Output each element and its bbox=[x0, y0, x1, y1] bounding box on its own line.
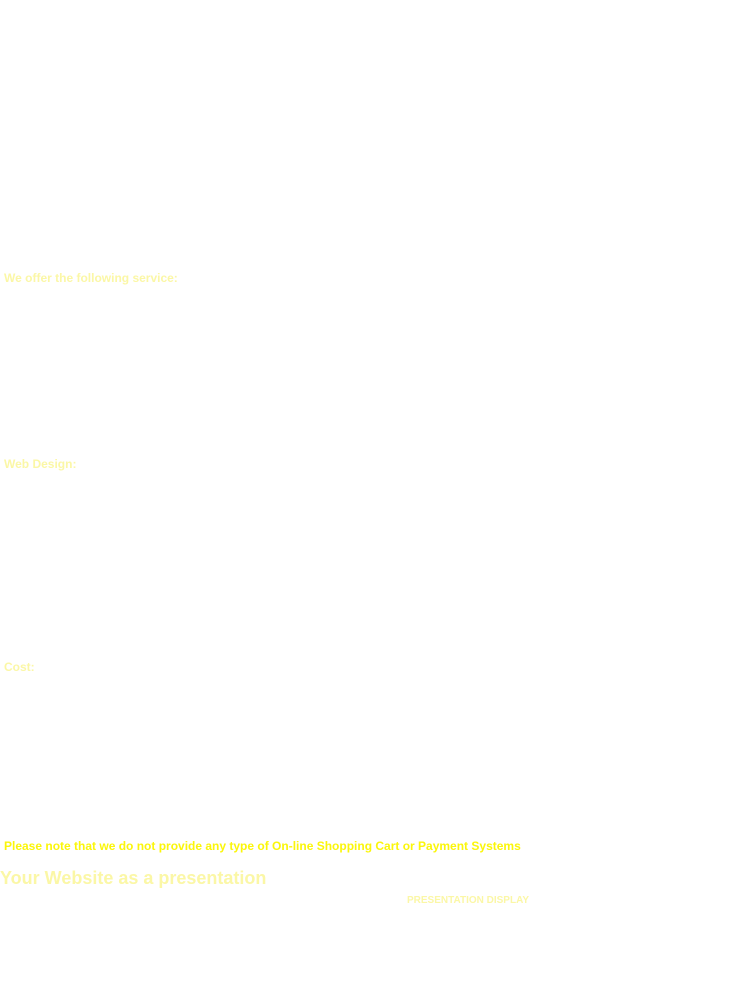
web-design-heading: Web Design: bbox=[4, 457, 77, 471]
cost-heading: Cost: bbox=[4, 660, 35, 674]
presentation-display-link[interactable]: PRESENTATION DISPLAY bbox=[407, 895, 530, 906]
shopping-cart-note: Please note that we do not provide any type of On-line Shopping Cart or Payment Systems bbox=[4, 839, 521, 853]
services-heading: We offer the following service: bbox=[4, 271, 178, 285]
presentation-heading: Your Website as a presentation bbox=[0, 868, 267, 888]
